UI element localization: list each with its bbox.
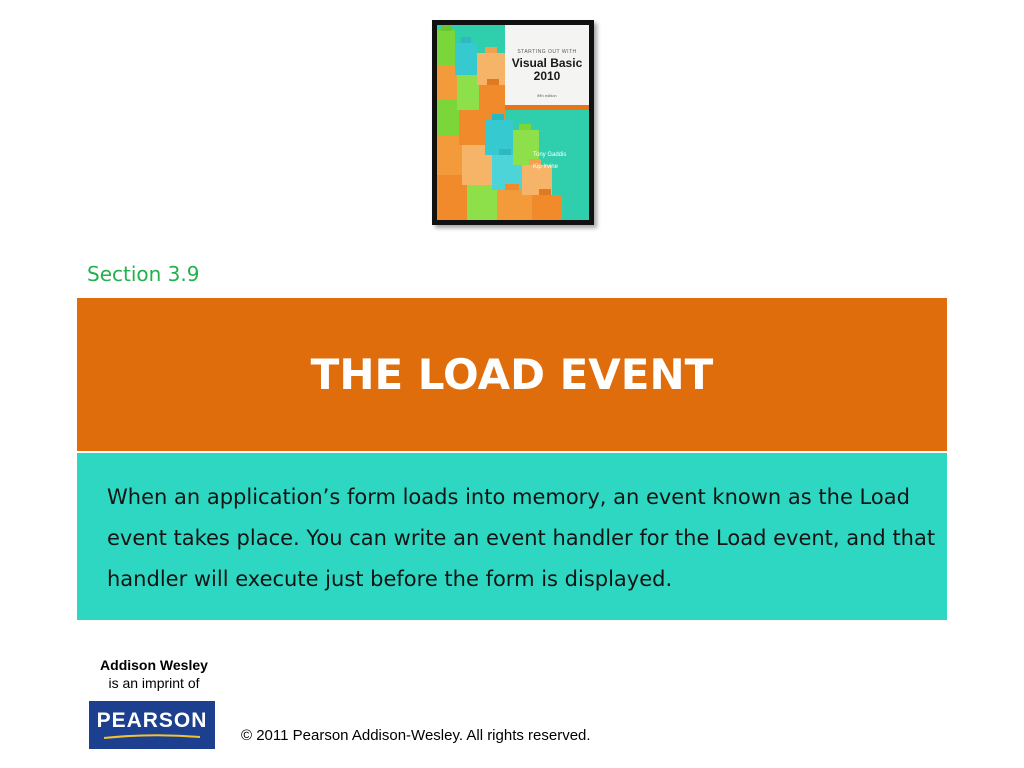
section-label: Section 3.9 <box>87 262 200 286</box>
pearson-logo <box>89 701 215 749</box>
content-banner <box>77 453 947 620</box>
imprint-publisher: Addison Wesley <box>100 657 208 673</box>
pearson-logo-text: PEARSON <box>96 709 208 732</box>
book-title-line1: Visual Basic <box>511 56 583 70</box>
body-paragraph: When an application’s form loads into memory, an event known as the Load event takes place. You can write an event handler for the Load event, and that handler will execute just before the form is displayed. <box>107 485 936 591</box>
book-title <box>505 57 589 83</box>
book-cover-art <box>437 25 589 220</box>
pearson-swoosh-icon <box>102 734 202 740</box>
imprint-note: is an imprint of <box>108 675 200 691</box>
book-author-1: Tony Gaddis <box>533 152 567 158</box>
copyright-notice: © 2011 Pearson Addison-Wesley. All rights reserved. <box>241 727 591 744</box>
book-author-2: Kip Irvine <box>533 164 559 170</box>
book-title-line2: 2010 <box>533 69 561 83</box>
book-kicker: STARTING OUT WITH <box>517 49 577 55</box>
book-title-band <box>505 105 589 110</box>
title-banner <box>77 298 947 451</box>
book-cover-image <box>432 20 594 225</box>
slide-title: THE LOAD EVENT <box>310 350 714 399</box>
book-edition: fifth edition <box>537 93 557 98</box>
imprint-text <box>84 656 224 692</box>
book-authors <box>533 149 589 173</box>
